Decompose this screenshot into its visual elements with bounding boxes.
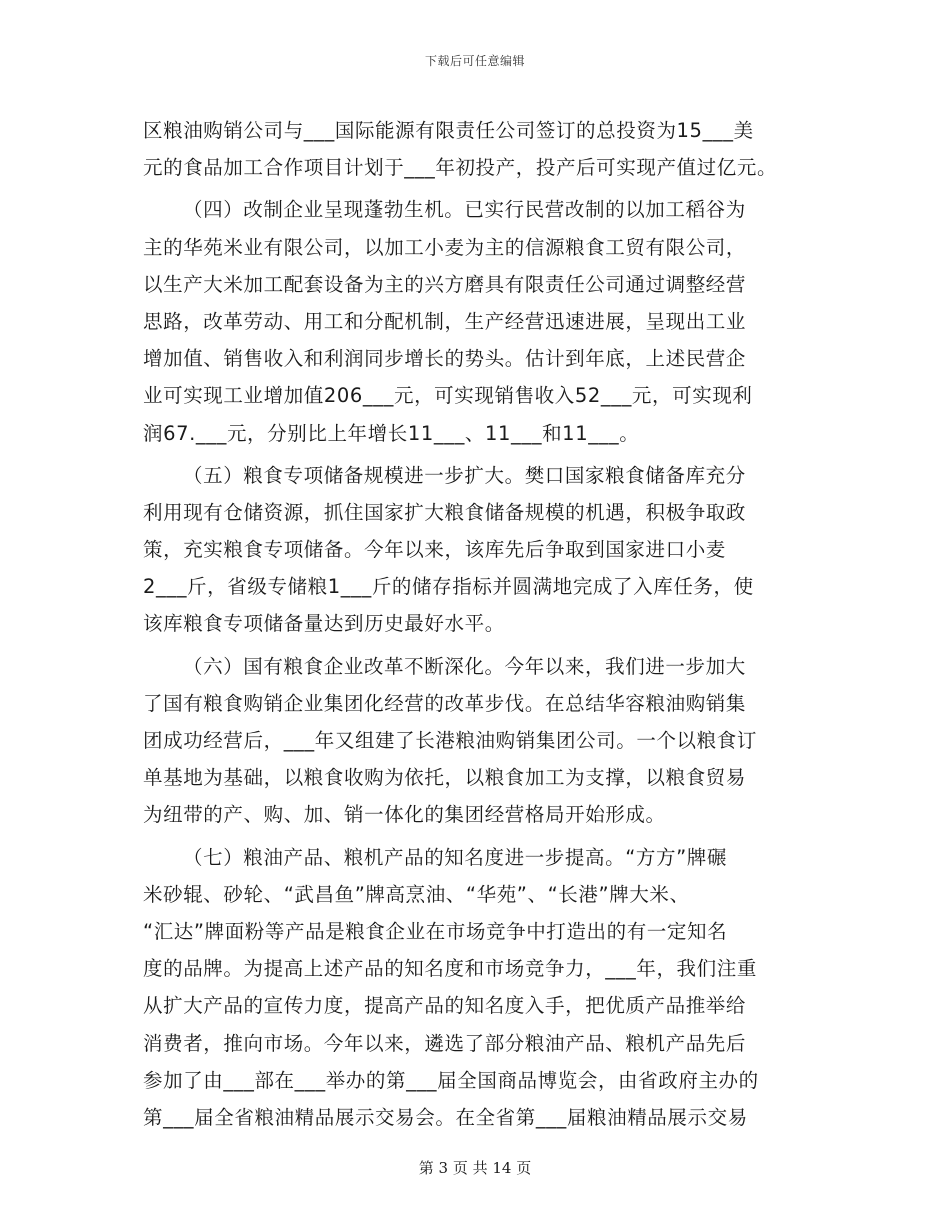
text-line: 消费者，推向市场。今年以来，遴选了部分粮油产品、粮机产品先后 <box>143 1031 747 1055</box>
paragraph-0 <box>143 112 807 186</box>
text-line: 以生产大米加工配套设备为主的兴方磨具有限责任公司通过调整经营 <box>143 272 747 296</box>
text-line: 为纽带的产、购、加、销一体化的集团经营格局开始形成。 <box>143 803 666 827</box>
page-number: 第 3 页 共 14 页 <box>418 1159 532 1177</box>
text-line: 第___届全省粮油精品展示交易会。在全省第___届粮油精品展示交易 <box>143 1105 748 1129</box>
text-line: （六）国有粮食企业改革不断深化。今年以来，我们进一步加大 <box>183 654 746 678</box>
text-line: 策，充实粮食专项储备。今年以来，该库先后争取到国家进口小麦 <box>143 538 726 562</box>
page-header-note: 下载后可任意编辑 <box>424 54 525 68</box>
text-line: 参加了由___部在___举办的第___届全国商品博览会，由省政府主办的 <box>143 1068 759 1092</box>
text-line: 利用现有仓储资源，抓住国家扩大粮食储备规模的机遇，积极争取政 <box>143 500 747 524</box>
text-line: 从扩大产品的宣传力度，提高产品的知名度入手，把优质产品推举给 <box>143 994 747 1018</box>
paragraph-1 <box>143 191 807 451</box>
text-line: 润67.___元，分别比上年增长11___、11___和11___。 <box>143 421 640 445</box>
text-line: 米砂辊、砂轮、“武昌鱼”牌高烹油、“华苑”、“长港”牌大米、 <box>143 882 690 906</box>
text-line: 度的品牌。为提高上述产品的知名度和市场竞争力，___年，我们注重 <box>143 957 757 981</box>
text-line: （五）粮食专项储备规模进一步扩大。樊口国家粮食储备库充分 <box>183 463 746 487</box>
text-line: 元的食品加工合作项目计划于___年初投产，投产后可实现产值过亿元。 <box>143 156 778 180</box>
text-line: 业可实现工业增加值206___元，可实现销售收入52___元，可实现利 <box>143 384 753 408</box>
text-line: 该库粮食专项储备量达到历史最好水平。 <box>143 612 505 636</box>
text-line: 主的华苑米业有限公司，以加工小麦为主的信源粮食工贸有限公司， <box>143 235 747 259</box>
text-line: （七）粮油产品、粮机产品的知名度进一步提高。“方方”牌碾 <box>183 845 728 869</box>
text-line: （四）改制企业呈现蓬勃生机。已实行民营改制的以加工稻谷为 <box>183 198 746 222</box>
text-line: 区粮油购销公司与___国际能源有限责任公司签订的总投资为15___美 <box>143 119 754 142</box>
paragraph-4 <box>143 839 807 1137</box>
text-line: 团成功经营后，___年又组建了长港粮油购销集团公司。一个以粮食订 <box>143 729 757 752</box>
text-line: “汇达”牌面粉等产品是粮食企业在市场竞争中打造出的有一定知名 <box>143 919 728 943</box>
text-line: 2___斤，省级专储粮1___斤的储存指标并圆满地完成了入库任务，使 <box>143 575 754 599</box>
paragraph-2 <box>143 457 807 643</box>
text-line: 增加值、销售收入和利润同步增长的势头。估计到年底，上述民营企 <box>143 347 747 371</box>
text-line: 思路，改革劳动、用工和分配机制，生产经营迅速进展，呈现出工业 <box>143 309 747 333</box>
paragraph-3 <box>143 648 807 834</box>
text-line: 单基地为基础，以粮食收购为依托，以粮食加工为支撑，以粮食贸易 <box>143 766 747 790</box>
document-body <box>143 112 807 1136</box>
text-line: 了国有粮食购销企业集团化经营的改革步伐。在总结华容粮油购销集 <box>143 691 747 715</box>
